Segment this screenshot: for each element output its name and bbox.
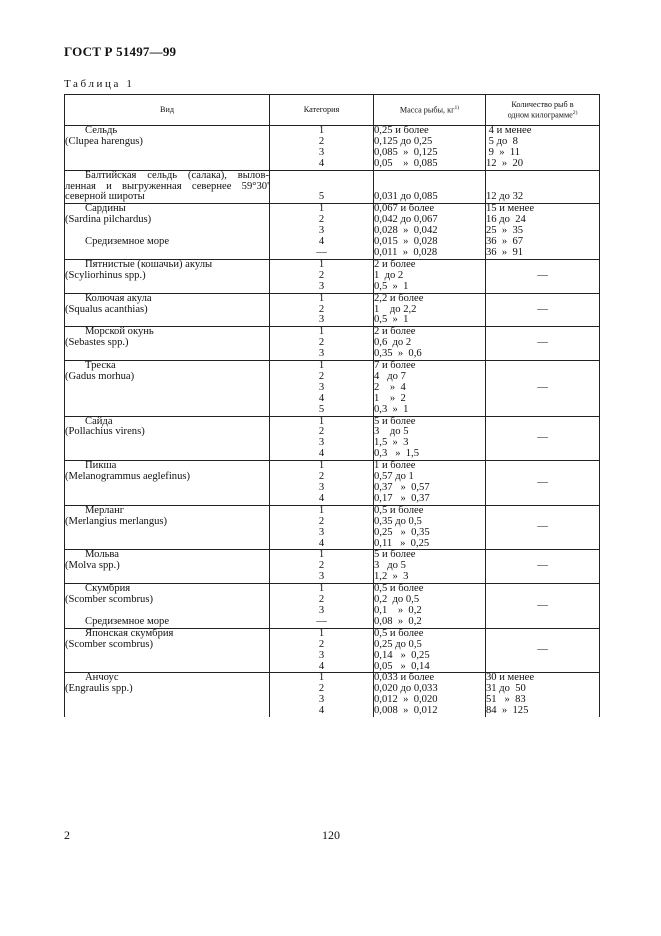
cell-line: 0,25 и более bbox=[374, 125, 429, 136]
cell-line: (Gadus morhua) bbox=[65, 370, 135, 382]
cell-kind bbox=[65, 461, 270, 506]
cell-line: 0,5 » 1 bbox=[374, 314, 409, 326]
cell-line: 1 bbox=[318, 415, 325, 427]
cell-line: (Scomber scombrus) bbox=[65, 638, 153, 650]
cell-line: Скумбрия bbox=[85, 583, 131, 595]
cell-line: Сардины bbox=[85, 203, 126, 215]
cell-line: 1 bbox=[318, 672, 325, 684]
cell-quantity bbox=[486, 126, 600, 171]
cell-line: 4 bbox=[318, 236, 325, 248]
cell-line: 3 bbox=[318, 437, 325, 449]
table-row bbox=[65, 673, 600, 717]
cell-kind bbox=[65, 673, 270, 717]
cell-line: — bbox=[316, 246, 327, 258]
footnote-mark: 1) bbox=[454, 105, 460, 112]
cell-quantity bbox=[486, 461, 600, 506]
table-header-row bbox=[65, 95, 600, 126]
cell-quantity bbox=[486, 673, 600, 717]
cell-line: 36 » 91 bbox=[486, 246, 524, 258]
cell-line: 0,5 » 1 bbox=[374, 280, 409, 292]
cell-line: 0,5 и более bbox=[374, 583, 424, 595]
cell-line: 84 » 125 bbox=[486, 705, 529, 717]
cell-line: 2 bbox=[318, 269, 325, 281]
cell-line: 1 bbox=[318, 583, 325, 595]
cell-mass bbox=[374, 628, 486, 673]
cell-line: (Pollachius virens) bbox=[65, 426, 145, 438]
cell-category bbox=[270, 416, 374, 461]
cell-line: Балтийская сельдь (салака), вылов- bbox=[85, 169, 269, 181]
cell-category bbox=[270, 327, 374, 361]
cell-mass bbox=[374, 126, 486, 171]
cell-line: 3 bbox=[318, 604, 325, 616]
cell-line: 12 » 20 bbox=[486, 157, 524, 169]
cell-line: (Squalus acanthias) bbox=[65, 303, 148, 315]
cell-category bbox=[270, 461, 374, 506]
cell-line: 2 bbox=[318, 337, 325, 349]
cell-line: Колючая акула bbox=[85, 292, 152, 304]
cell-line: 1 bbox=[318, 627, 325, 639]
dash-mark: — bbox=[537, 560, 548, 572]
cell-line: 0,35 до 0,5 bbox=[374, 515, 422, 527]
cell-line: 0,05 » 0,14 bbox=[374, 660, 430, 672]
cell-category bbox=[270, 126, 374, 171]
cell-mass bbox=[374, 550, 486, 584]
cell-line: 1 bbox=[318, 504, 325, 516]
cell-line: 0,085 » 0,125 bbox=[374, 146, 438, 158]
cell-line: 2 bbox=[318, 370, 325, 382]
table-row bbox=[65, 361, 600, 417]
cell-line: 0,011 » 0,028 bbox=[374, 246, 438, 258]
cell-line: 0,37 » 0,57 bbox=[374, 482, 430, 493]
cell-line: 0,067 и более bbox=[374, 203, 435, 215]
cell-mass bbox=[374, 673, 486, 717]
cell-line: 5 bbox=[318, 191, 325, 203]
cell-quantity bbox=[486, 170, 600, 204]
cell-kind bbox=[65, 170, 270, 204]
cell-line: 3 bbox=[318, 526, 325, 538]
cell-category bbox=[270, 259, 374, 293]
cell-line: 1 и более bbox=[374, 460, 416, 472]
cell-mass bbox=[374, 259, 486, 293]
dash-mark: — bbox=[537, 303, 548, 315]
cell-category bbox=[270, 628, 374, 673]
cell-category bbox=[270, 505, 374, 550]
cell-quantity bbox=[486, 361, 600, 417]
cell-line: 0,11 » 0,25 bbox=[374, 537, 430, 549]
cell-line: 0,5 и более bbox=[374, 627, 424, 639]
table-row bbox=[65, 170, 600, 204]
cell-line: 1 bbox=[318, 125, 325, 136]
table-row bbox=[65, 628, 600, 673]
cell-line: 0,028 » 0,042 bbox=[374, 225, 438, 237]
dash-mark: — bbox=[537, 521, 548, 533]
cell-line: 0,08 » 0,2 bbox=[374, 615, 422, 627]
cell-line: 1 bbox=[318, 326, 325, 338]
cell-line: — bbox=[316, 615, 327, 627]
cell-line: 4 bbox=[318, 157, 325, 169]
cell-kind bbox=[65, 550, 270, 584]
cell-line: 3 bbox=[318, 314, 325, 326]
cell-kind bbox=[65, 327, 270, 361]
cell-mass bbox=[374, 416, 486, 461]
cell-category bbox=[270, 584, 374, 629]
cell-line: 3 bbox=[318, 348, 325, 360]
cell-mass bbox=[374, 327, 486, 361]
cell-line: 3 bbox=[318, 280, 325, 292]
cell-line: 2 » 4 bbox=[374, 381, 406, 393]
cell-line: (Merlangius merlangus) bbox=[65, 515, 168, 527]
cell-quantity bbox=[486, 584, 600, 629]
cell-line: северной широты bbox=[65, 191, 145, 203]
cell-line: 15 и менее bbox=[486, 203, 535, 215]
cell-quantity bbox=[486, 293, 600, 327]
cell-line: Средиземное море bbox=[85, 236, 170, 248]
cell-line: 1 до 2,2 bbox=[374, 303, 417, 315]
cell-quantity bbox=[486, 505, 600, 550]
cell-line: 16 до 24 bbox=[486, 214, 526, 226]
cell-line: 5 до 8 bbox=[486, 135, 518, 147]
cell-line: 5 и более bbox=[374, 549, 416, 561]
table-row bbox=[65, 126, 600, 171]
cell-line: 0,033 и более bbox=[374, 672, 435, 684]
cell-line: 3 bbox=[318, 694, 325, 706]
cell-kind bbox=[65, 126, 270, 171]
table-row bbox=[65, 550, 600, 584]
cell-line: 0,5 и более bbox=[374, 504, 424, 516]
cell-line: 1 bbox=[318, 549, 325, 561]
cell-category bbox=[270, 361, 374, 417]
cell-line: 1,2 » 3 bbox=[374, 571, 409, 583]
cell-line: Пикша bbox=[85, 460, 117, 472]
cell-line: 1 bbox=[318, 258, 325, 270]
cell-line: 2 bbox=[318, 135, 325, 147]
table-row bbox=[65, 505, 600, 550]
table-row bbox=[65, 416, 600, 461]
cell-line: 0,05 » 0,085 bbox=[374, 157, 438, 169]
footnote-mark: 2) bbox=[572, 110, 578, 117]
cell-quantity bbox=[486, 327, 600, 361]
cell-quantity bbox=[486, 628, 600, 673]
cell-line: 1 bbox=[318, 203, 325, 215]
cell-line: 12 до 32 bbox=[486, 191, 524, 203]
cell-line: 0,012 » 0,020 bbox=[374, 694, 438, 706]
cell-line: 3 bbox=[318, 482, 325, 493]
table-row bbox=[65, 584, 600, 629]
cell-line: 0,57 до 1 bbox=[374, 471, 414, 483]
page-number-center: 120 bbox=[322, 828, 340, 842]
cell-line: Морской окунь bbox=[85, 326, 154, 338]
cell-line: 51 » 83 bbox=[486, 694, 526, 706]
cell-line: 2,2 и более bbox=[374, 292, 424, 304]
cell-mass bbox=[374, 584, 486, 629]
cell-line: 4 bbox=[318, 660, 325, 672]
cell-line: 0,020 до 0,033 bbox=[374, 683, 438, 695]
cell-line: 2 bbox=[318, 426, 325, 438]
cell-line: 4 bbox=[318, 392, 325, 404]
column-header-mass: Масса рыбы, $кг^{1)}$ bbox=[374, 95, 486, 126]
cell-kind bbox=[65, 204, 270, 260]
cell-line: (Scomber scombrus) bbox=[65, 594, 153, 606]
cell-category bbox=[270, 204, 374, 260]
cell-line: 2 bbox=[318, 683, 325, 695]
cell-line: 2 bbox=[318, 515, 325, 527]
dash-mark: — bbox=[537, 599, 548, 611]
cell-line: 3 до 5 bbox=[374, 426, 409, 438]
cell-line: 4 bbox=[318, 448, 325, 460]
cell-line: 4 bbox=[318, 537, 325, 549]
cell-line: 0,35 » 0,6 bbox=[374, 348, 422, 360]
cell-mass bbox=[374, 293, 486, 327]
cell-line: Анчоус bbox=[85, 672, 119, 684]
cell-line: Сайда bbox=[85, 415, 113, 427]
cell-line: 3 bbox=[318, 146, 325, 158]
cell-line: 1 до 2 bbox=[374, 269, 404, 281]
cell-line: Сельдь bbox=[85, 125, 118, 136]
cell-line: 36 » 67 bbox=[486, 236, 524, 248]
cell-line: (Sebastes spp.) bbox=[65, 337, 129, 349]
cell-line: 3 bbox=[318, 649, 325, 661]
table-row bbox=[65, 293, 600, 327]
cell-line: 3 bbox=[318, 225, 325, 237]
cell-line: 1 bbox=[318, 292, 325, 304]
cell-line: 0,25 » 0,35 bbox=[374, 526, 430, 538]
table-row bbox=[65, 461, 600, 506]
column-header-category: Категория bbox=[270, 95, 374, 126]
cell-line: 2 bbox=[318, 303, 325, 315]
cell-mass bbox=[374, 361, 486, 417]
cell-line: 5 bbox=[318, 403, 325, 415]
cell-kind bbox=[65, 416, 270, 461]
cell-line: 0,25 до 0,5 bbox=[374, 638, 422, 650]
cell-category bbox=[270, 293, 374, 327]
cell-line: Пятнистые (кошачьи) акулы bbox=[85, 258, 213, 270]
cell-line: (Engraulis spp.) bbox=[65, 683, 133, 695]
cell-line: 2 bbox=[318, 560, 325, 572]
cell-line: 1 » 2 bbox=[374, 392, 406, 404]
cell-line: 4 до 7 bbox=[374, 370, 406, 382]
cell-line: 0,1 » 0,2 bbox=[374, 604, 422, 616]
cell-line: 3 bbox=[318, 381, 325, 393]
cell-mass bbox=[374, 461, 486, 506]
cell-line: 1,5 » 3 bbox=[374, 437, 409, 449]
cell-line: 9 » 11 bbox=[486, 146, 521, 158]
page-number-left: 2 bbox=[64, 828, 70, 842]
cell-line: (Sardina pilchardus) bbox=[65, 214, 152, 226]
cell-line: 0,031 до 0,085 bbox=[374, 191, 438, 203]
cell-category bbox=[270, 673, 374, 717]
cell-line: 0,3 » 1 bbox=[374, 403, 409, 415]
cell-line: 1 bbox=[318, 360, 325, 372]
column-header-kind: Вид bbox=[65, 95, 270, 126]
cell-kind bbox=[65, 505, 270, 550]
cell-line: 25 » 35 bbox=[486, 225, 524, 237]
cell-category bbox=[270, 550, 374, 584]
cell-line: 3 до 5 bbox=[374, 560, 406, 572]
cell-quantity bbox=[486, 259, 600, 293]
cell-line: 0,008 » 0,012 bbox=[374, 705, 438, 717]
cell-line: Мольва bbox=[85, 549, 119, 561]
cell-line: (Molva spp.) bbox=[65, 560, 120, 572]
cell-line: 0,6 до 2 bbox=[374, 337, 412, 349]
cell-line: 4 bbox=[318, 705, 325, 717]
cell-line: 0,015 » 0,028 bbox=[374, 236, 438, 248]
cell-line: 30 и менее bbox=[486, 672, 535, 684]
cell-line: Треска bbox=[85, 360, 116, 372]
cell-line: 2 bbox=[318, 594, 325, 606]
cell-line: 4 bbox=[318, 492, 325, 504]
cell-line: 0,125 до 0,25 bbox=[374, 135, 433, 147]
cell-line: (Scyliorhinus spp.) bbox=[65, 269, 146, 281]
cell-line: 7 и более bbox=[374, 360, 416, 372]
table-row bbox=[65, 204, 600, 260]
cell-quantity bbox=[486, 416, 600, 461]
cell-line: 0,2 до 0,5 bbox=[374, 594, 420, 606]
dash-mark: — bbox=[537, 476, 548, 488]
cell-line: Японская скумбрия bbox=[85, 627, 174, 639]
cell-line: 2 и более bbox=[374, 258, 416, 270]
dash-mark: — bbox=[537, 337, 548, 349]
cell-line: (Clupea harengus) bbox=[65, 135, 143, 147]
cell-line: (Melanogrammus aeglefinus) bbox=[65, 471, 191, 483]
table-label: Таблица 1 bbox=[64, 78, 135, 90]
fish-table bbox=[64, 94, 600, 717]
cell-line: Мерланг bbox=[85, 504, 125, 516]
cell-line: 4 и менее bbox=[486, 125, 532, 136]
cell-line: 5 и более bbox=[374, 415, 416, 427]
cell-line: ленная и выгруженная севернее 59°30' bbox=[65, 180, 269, 192]
column-header-quantity: Количество рыб в одном килограмме$^{2)}$ bbox=[486, 95, 600, 126]
cell-mass bbox=[374, 505, 486, 550]
cell-kind bbox=[65, 293, 270, 327]
cell-quantity bbox=[486, 204, 600, 260]
cell-line: 2 bbox=[318, 214, 325, 226]
cell-kind bbox=[65, 584, 270, 629]
table-row bbox=[65, 259, 600, 293]
cell-line: 0,17 » 0,37 bbox=[374, 492, 430, 504]
document-code: ГОСТ Р 51497—99 bbox=[64, 44, 177, 59]
cell-line: 0,14 » 0,25 bbox=[374, 649, 430, 661]
cell-line: 3 bbox=[318, 571, 325, 583]
cell-mass bbox=[374, 204, 486, 260]
cell-category bbox=[270, 170, 374, 204]
cell-line: 2 bbox=[318, 638, 325, 650]
cell-line: 0,3 » 1,5 bbox=[374, 448, 420, 460]
cell-quantity bbox=[486, 550, 600, 584]
cell-line: 2 и более bbox=[374, 326, 416, 338]
cell-line: 2 bbox=[318, 471, 325, 483]
dash-mark: — bbox=[537, 644, 548, 656]
cell-mass bbox=[374, 170, 486, 204]
cell-line: 0,042 до 0,067 bbox=[374, 214, 438, 226]
dash-mark: — bbox=[537, 431, 548, 443]
dash-mark: — bbox=[537, 381, 548, 393]
cell-line: 31 до 50 bbox=[486, 683, 526, 695]
cell-kind bbox=[65, 259, 270, 293]
cell-line: 1 bbox=[318, 460, 325, 472]
table-row bbox=[65, 327, 600, 361]
cell-kind bbox=[65, 628, 270, 673]
cell-line: Средиземное море bbox=[85, 615, 170, 627]
cell-kind bbox=[65, 361, 270, 417]
dash-mark: — bbox=[537, 269, 548, 281]
